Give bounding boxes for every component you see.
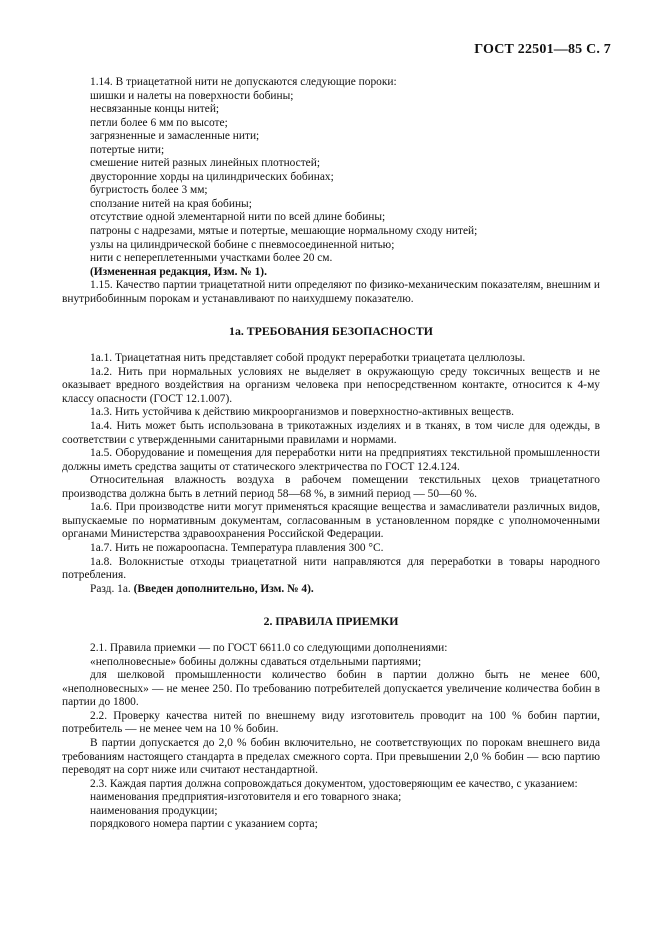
edit-note: (Измененная редакция, Изм. № 1).: [90, 265, 267, 278]
acceptance-para: наименования продукции;: [90, 804, 218, 817]
acceptance-para: 2.2. Проверку качества нитей по внешнему виду изготовитель проводит на 100 % бобин партии, потребитель — не менее чем на 10 % бобин.: [62, 709, 600, 736]
defect-item: сползание нитей на края бобины;: [90, 197, 252, 210]
defect-item: несвязанные концы нитей;: [90, 103, 220, 116]
safety-para: 1а.5. Оборудование и помещения для переработки нити на предприятиях текстильной промышленности должны иметь средства защиты от статического электричества по ГОСТ 12.4.124.: [62, 447, 600, 473]
defect-item: двусторонние хорды на цилиндрических бобинах;: [90, 170, 334, 183]
item-1-14-intro: 1.14. В триацетатной нити не допускаются следующие пороки:: [90, 76, 397, 88]
section-note: [62, 583, 600, 597]
safety-para: Относительная влажность воздуха в рабочем помещении текстильных цехов триацетатного производства должна быть в летний период 58—68 %, в зимний период — 50—60 %.: [62, 474, 600, 500]
defect-item: петли более 6 мм по высоте;: [90, 116, 228, 129]
defect-item: узлы на цилиндрической бобине с пневмосоединенной нитью;: [90, 238, 395, 251]
safety-para: 1а.2. Нить при нормальных условиях не выделяет в окружающую среду токсичных веществ и не оказывает вредного воздействия на организм человека при непосредственном контакте, относится к 4-му классу опасности (ГОСТ 12.1.007).: [62, 365, 600, 405]
acceptance-para: В партии допускается до 2,0 % бобин включительно, не соответствующих по порокам внешнего вида требованиям настоящего стандарта в пределах смежного сорта. При превышении 2,0 % бобин — всю партию переводят на сорт ниже или считают нестандартной.: [62, 736, 600, 777]
section-note-prefix: Разд. 1а.: [90, 582, 134, 595]
section-heading-safety: 1а. ТРЕБОВАНИЯ БЕЗОПАСНОСТИ: [229, 324, 433, 339]
safety-para: 1а.3. Нить устойчива к действию микроорганизмов и поверхностно-активных веществ.: [90, 406, 514, 419]
defect-item: смешение нитей разных линейных плотностей;: [90, 157, 320, 170]
acceptance-para: 2.1. Правила приемки — по ГОСТ 6611.0 со следующими дополнениями:: [90, 642, 448, 655]
acceptance-para: для шелковой промышленности количество бобин в партии должно быть не менее 600, «неполновесных» — не менее 250. По требованию потребителей допускается увеличение количества бобин в партии до 1800.: [62, 669, 600, 709]
defect-item: загрязненные и замасленные нити;: [90, 130, 260, 143]
safety-para: 1а.4. Нить может быть использована в трикотажных изделиях и в тканях, в том числе для одежды, в соответствии с утвержденными санитарными правилами и нормами.: [62, 420, 600, 446]
page-header: ГОСТ 22501—85 С. 7: [474, 42, 611, 57]
defect-item: нити с непереплетенными участками более 20 см.: [90, 252, 333, 265]
acceptance-para: «неполновесные» бобины должны сдаваться отдельными партиями;: [90, 655, 422, 668]
acceptance-para: порядкового номера партии с указанием сорта;: [90, 818, 318, 831]
item-1-15: 1.15. Качество партии триацетатной нити определяют по физико-механическим показателям, внешним и внутрибобинным порокам и устанавливают по наихудшему показателю.: [62, 279, 600, 305]
safety-para: 1а.6. При производстве нити могут применяться красящие вещества и замасливатели различных видов, выпускаемые по нормативным документам, согласованным в установленном порядке с уполномоченными органами Министерства здравоохранения Российской Федерации.: [62, 501, 600, 541]
defect-item: патроны с надрезами, мятые и потертые, мешающие нормальному сходу нитей;: [90, 225, 478, 238]
safety-para: 1а.1. Триацетатная нить представляет собой продукт переработки триацетата целлюлозы.: [90, 352, 526, 365]
acceptance-para: наименования предприятия-изготовителя и его товарного знака;: [90, 791, 402, 804]
section-heading-acceptance: 2. ПРАВИЛА ПРИЕМКИ: [263, 614, 399, 629]
safety-para: 1а.7. Нить не пожароопасна. Температура плавления 300 °С.: [90, 541, 384, 554]
section-note-bold: (Введен дополнительно, Изм. № 4).: [133, 582, 314, 595]
defect-item: шишки и налеты на поверхности бобины;: [90, 89, 294, 102]
safety-para: 1а.8. Волокнистые отходы триацетатной нити направляются для переработки в товары народного потребления.: [62, 555, 600, 582]
defect-item: потертые нити;: [90, 143, 165, 156]
acceptance-para: 2.3. Каждая партия должна сопровождаться документом, удостоверяющим ее качество, с указанием:: [90, 777, 578, 790]
defect-item: бугристость более 3 мм;: [90, 184, 208, 197]
document-body: [62, 76, 600, 832]
defect-item: отсутствие одной элементарной нити по всей длине бобины;: [90, 211, 386, 224]
